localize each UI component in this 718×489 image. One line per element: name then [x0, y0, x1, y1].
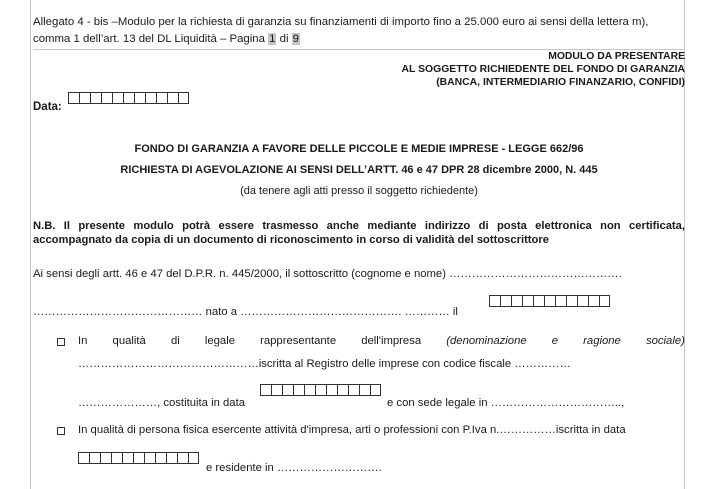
page-sep: di	[276, 33, 292, 45]
option-legale-line-3b: e con sede legale in ……………………………..,	[387, 397, 625, 409]
iscrizione-date-boxes[interactable]	[78, 452, 199, 464]
title-note: (da tenere agli atti presso il soggetto richiedente)	[240, 185, 478, 197]
w10: sociale)	[645, 335, 685, 347]
option-fisica-line-2: e residente in ……………………….	[206, 462, 382, 474]
page-current: 1	[269, 33, 276, 45]
modulo-line-1: MODULO DA PRESENTARE	[548, 51, 685, 62]
page-total: 9	[292, 33, 300, 45]
title-fondo: FONDO DI GARANZIA A FAVORE DELLE PICCOLE E MEDIE IMPRESE - LEGGE 662/96	[134, 143, 584, 155]
option-fisica-checkbox[interactable]	[57, 427, 65, 435]
header-line-2	[33, 31, 685, 48]
w5: rappresentante	[260, 335, 337, 347]
w4: legale	[204, 335, 235, 347]
option-legale-line-2: …………………………………………iscritta al Registro delle imprese con codice fiscale ……………	[78, 358, 571, 370]
header-line-1: Allegato 4 - bis –Modulo per la richiesta di garanzia su finanziamenti di importo fino a 25.000 euro ai sensi della lettera m),	[33, 16, 649, 28]
w1: In	[78, 335, 88, 347]
w2: qualità	[112, 335, 146, 347]
birthdate-boxes[interactable]	[489, 295, 610, 307]
data-label: Data:	[33, 101, 62, 113]
line-sottoscritto: Ai sensi degli artt. 46 e 47 del D.P.R. n. 445/2000, il sottoscritto (cognome e nome) ……………………………………….	[33, 268, 622, 280]
w3: di	[170, 335, 180, 347]
option-legale-line-1	[78, 335, 685, 347]
option-fisica-line-1: In qualità di persona fisica esercente attività d'impresa, arti o professioni con P.Iva n.……………iscritta in data	[78, 424, 626, 436]
date-boxes[interactable]	[68, 92, 189, 104]
w6: dell'impresa	[361, 335, 422, 347]
costituzione-date-boxes[interactable]	[260, 384, 381, 396]
nb-notice: N.B. Il presente modulo potrà essere trasmesso anche mediante indirizzo di posta elettronica non certificata, accompagnato da copia di un documento di riconoscimento in corso di validità del sottoscrittore	[33, 220, 685, 246]
modulo-line-3: (BANCA, INTERMEDIARIO FINANZARIO, CONFIDI)	[436, 77, 685, 88]
header-prefix: comma 1 dell’art. 13 del DL Liquidità – Pagina	[33, 33, 269, 45]
w8: e	[551, 335, 559, 347]
w7: (denominazione	[446, 335, 527, 347]
title-richiesta: RICHIESTA DI AGEVOLAZIONE AI SENSI DELL’ARTT. 46 e 47 DPR 28 dicembre 2000, N. 445	[120, 164, 598, 176]
page-header	[33, 14, 685, 50]
option-legale-line-3a: …………………, costituita in data	[78, 397, 245, 409]
option-legale-checkbox[interactable]	[57, 338, 65, 346]
modulo-line-2: AL SOGGETTO RICHIEDENTE DEL FONDO DI GARANZIA	[401, 64, 685, 75]
w9: ragione	[583, 335, 621, 347]
line-nato: ……………………………………… nato a ……………………………………. ………… il	[33, 306, 458, 318]
modulo-heading	[402, 50, 685, 89]
